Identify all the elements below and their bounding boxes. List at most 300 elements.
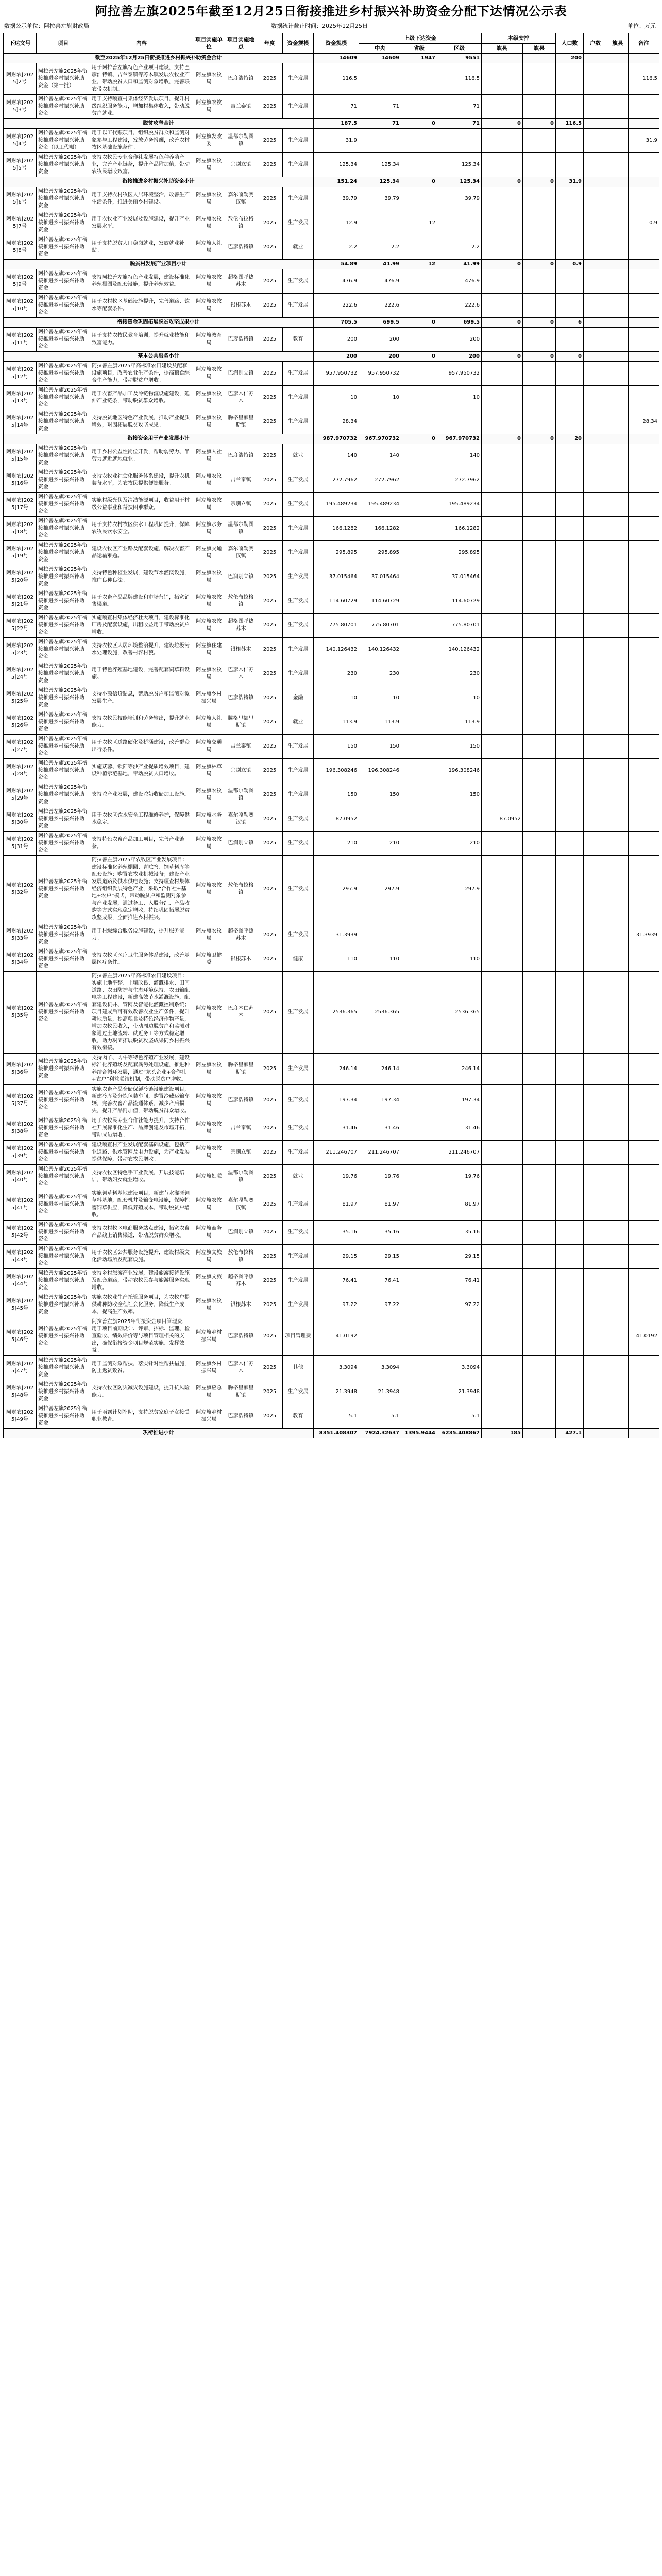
total-amount: 10 [314,386,359,410]
county-cell [607,1356,629,1380]
province-amount [401,63,437,95]
households-count [584,1269,607,1293]
county-a-amount [482,444,523,468]
people-count [556,759,584,783]
year-cell: 2025 [257,386,283,410]
implementing-place: 巴彦浩特镇 [225,444,257,468]
note-cell [629,589,659,614]
total-amount: 125.34 [314,153,359,177]
county-b-amount [523,1165,556,1189]
project-content: 用于农牧区公共服务设施提升，建设村级文化活动场所及配套设施。 [90,1245,193,1269]
implementing-unit: 阿左旗农牧局 [193,211,225,235]
col-doc: 下达文号 [4,33,37,54]
households-count [584,129,607,153]
subtotal-row [4,318,659,328]
project-content: 用于乡村公益性岗位开发，帮助弱劳力、半劳力就近就地就业。 [90,444,193,468]
county-a-amount [482,294,523,318]
year-cell: 2025 [257,1269,283,1293]
project-content: 实施农畜产品仓储保鲜冷链设施建设项目，新建冷库及分拣包装车间，购置冷藏运输车辆，完善农畜产品流通体系，减少产后损失，提升产品附加值，带动脱贫群众增收。 [90,1085,193,1116]
year-cell: 2025 [257,1317,283,1356]
province-amount: 12 [401,211,437,235]
implementing-unit: 阿左旗乡村振兴局 [193,1317,225,1356]
province-amount [401,493,437,517]
table-row [4,1054,659,1085]
implementing-place: 超格图呼热苏木 [225,614,257,638]
county-a-amount [482,686,523,710]
county-a-amount [482,269,523,294]
implementing-unit: 阿左旗农牧局 [193,468,225,493]
year-cell: 2025 [257,735,283,759]
year-cell: 2025 [257,807,283,832]
year-cell: 2025 [257,614,283,638]
doc-number: 阿财农[2025]12号 [4,362,37,386]
table-row [4,1404,659,1429]
year-cell: 2025 [257,1141,283,1165]
project-name: 阿拉善左旗2025年衔接推进乡村振兴补助资金 [37,947,90,972]
project-name: 阿拉善左旗2025年衔接推进乡村振兴补助资金 [37,735,90,759]
county-b-amount [523,63,556,95]
doc-number: 阿财农[2025]16号 [4,468,37,493]
table-row [4,614,659,638]
subtotal-row [4,352,659,362]
doc-number: 阿财农[2025]9号 [4,269,37,294]
project-name: 阿拉善左旗2025年衔接推进乡村振兴补助资金 [37,211,90,235]
subtotal-label: 巩衔推进小计 [4,1429,314,1438]
subtotal-central: 200 [359,352,401,362]
central-amount: 295.895 [359,541,401,565]
subtotal-households [584,1429,607,1438]
total-amount: 97.22 [314,1293,359,1317]
central-amount: 200 [359,328,401,352]
col-project: 项目 [37,33,90,54]
year-cell: 2025 [257,832,283,856]
project-content: 用于农村牧区基础设施提升，完善道路、饮水等配套条件。 [90,294,193,318]
people-count [556,614,584,638]
county-b-amount [523,1293,556,1317]
fund-type: 生产发展 [283,565,314,589]
subtotal-region: 6235.408867 [437,1429,482,1438]
implementing-unit: 阿左旗应急局 [193,1380,225,1404]
doc-number: 阿财农[2025]47号 [4,1356,37,1380]
project-content: 支持驼产业发展，建设驼奶收储加工设施。 [90,783,193,807]
col-county-b: 旗县 [523,43,556,54]
year-cell: 2025 [257,410,283,434]
province-amount [401,1269,437,1293]
year-cell: 2025 [257,1116,283,1141]
fund-type: 生产发展 [283,1189,314,1221]
county-b-amount [523,947,556,972]
note-cell [629,1054,659,1085]
year-cell: 2025 [257,294,283,318]
doc-number: 阿财农[2025]8号 [4,235,37,260]
subtotal-households [584,318,607,328]
implementing-place: 巴润别立镇 [225,832,257,856]
subtotal-central: 41.99 [359,260,401,269]
fund-type: 生产发展 [283,129,314,153]
year-cell: 2025 [257,1404,283,1429]
households-count [584,1054,607,1085]
implementing-unit: 阿左旗农牧局 [193,362,225,386]
fund-type: 生产发展 [283,362,314,386]
implementing-place: 巴彦木仁苏木 [225,386,257,410]
table-row [4,1221,659,1245]
people-count [556,710,584,735]
table-row [4,493,659,517]
subtotal-row [4,1429,659,1438]
year-cell: 2025 [257,95,283,119]
province-amount [401,856,437,923]
table-row [4,153,659,177]
county-cell [607,362,629,386]
county-a-amount [482,187,523,211]
year-cell: 2025 [257,129,283,153]
total-amount: 272.7962 [314,468,359,493]
doc-number: 阿财农[2025]46号 [4,1317,37,1356]
doc-number: 阿财农[2025]15号 [4,444,37,468]
total-amount: 2.2 [314,235,359,260]
doc-number: 阿财农[2025]49号 [4,1404,37,1429]
central-amount: 29.15 [359,1245,401,1269]
central-amount [359,923,401,947]
county-b-amount [523,614,556,638]
doc-number: 阿财农[2025]6号 [4,187,37,211]
note-cell [607,177,629,187]
county-b-amount [523,807,556,832]
county-a-amount [482,832,523,856]
subtotal-total: 200 [314,352,359,362]
county-a-amount [482,759,523,783]
note-cell [629,807,659,832]
project-content: 用于以工代赈项目，组织脱贫群众和监测对象参与工程建设，发放劳务报酬，改善农村牧区基础设施条件。 [90,129,193,153]
year-cell: 2025 [257,710,283,735]
county-cell [607,662,629,686]
implementing-place: 嘉尔嘎勒赛汉镇 [225,807,257,832]
county-cell [607,1189,629,1221]
implementing-unit: 阿左旗乡村振兴局 [193,686,225,710]
households-count [584,856,607,923]
central-amount: 114.60729 [359,589,401,614]
header-row [4,33,659,44]
note-cell [629,1221,659,1245]
doc-number: 阿财农[2025]45号 [4,1293,37,1317]
county-cell [607,1317,629,1356]
note-cell [629,119,659,129]
region-amount: 246.14 [437,1054,482,1085]
implementing-unit: 阿左旗农牧局 [193,565,225,589]
implementing-unit: 阿左旗文旅局 [193,1269,225,1293]
county-b-amount [523,541,556,565]
province-amount [401,1116,437,1141]
people-count [556,1116,584,1141]
implementing-place: 敖伦布拉格镇 [225,211,257,235]
subtotal-region: 71 [437,119,482,129]
table-row [4,662,659,686]
implementing-unit: 阿左旗农牧局 [193,923,225,947]
people-count [556,856,584,923]
implementing-place: 超格图呼热苏木 [225,923,257,947]
col-central: 中央 [359,43,401,54]
fund-type: 金融 [283,686,314,710]
fund-type: 生产发展 [283,856,314,923]
doc-number: 阿财农[2025]32号 [4,856,37,923]
doc-number: 阿财农[2025]22号 [4,614,37,638]
subtotal-county-b: 0 [523,318,556,328]
subtotal-region: 967.970732 [437,434,482,444]
subtotal-province: 0 [401,434,437,444]
year-cell: 2025 [257,1189,283,1221]
subtotal-county-a [482,54,523,63]
county-a-amount [482,1356,523,1380]
region-amount: 110 [437,947,482,972]
implementing-place: 宗别立镇 [225,153,257,177]
subtotal-total: 54.89 [314,260,359,269]
central-amount: 476.9 [359,269,401,294]
county-b-amount [523,1380,556,1404]
col-county: 旗县 [607,33,629,54]
subtotal-county-a: 185 [482,1429,523,1438]
people-count [556,1380,584,1404]
central-amount: 297.9 [359,856,401,923]
county-a-amount [482,710,523,735]
central-amount: 5.1 [359,1404,401,1429]
doc-number: 阿财农[2025]27号 [4,735,37,759]
people-count [556,1221,584,1245]
table-row [4,211,659,235]
subtotal-central: 967.970732 [359,434,401,444]
county-b-amount [523,1245,556,1269]
note-cell [629,856,659,923]
province-amount [401,923,437,947]
note-cell [629,638,659,662]
subtitle-bar [3,20,659,33]
county-b-amount [523,294,556,318]
region-amount: 116.5 [437,63,482,95]
cutoff-date-label: 数据统计截止时间：2025年12月25日 [271,23,368,29]
doc-number: 阿财农[2025]5号 [4,153,37,177]
implementing-place: 温都尔勒图镇 [225,517,257,541]
region-amount: 39.79 [437,187,482,211]
central-amount: 230 [359,662,401,686]
county-cell [607,517,629,541]
central-amount [359,129,401,153]
province-amount [401,638,437,662]
unit-label: 单位：万元 [627,23,656,29]
people-count [556,807,584,832]
project-name: 阿拉善左旗2025年衔接推进乡村振兴补助资金 [37,153,90,177]
fund-type: 生产发展 [283,614,314,638]
year-cell: 2025 [257,1054,283,1085]
project-content: 支持农牧业社会化服务体系建设，提升农机装备水平，为农牧民提供便捷服务。 [90,468,193,493]
project-content: 用于农牧区道路硬化及桥涵建设，改善群众出行条件。 [90,735,193,759]
subtotal-central: 14609 [359,54,401,63]
col-region: 区级 [437,43,482,54]
county-a-amount [482,1221,523,1245]
implementing-unit: 阿左旗农牧局 [193,63,225,95]
table-row [4,294,659,318]
doc-number: 阿财农[2025]19号 [4,541,37,565]
project-content: 支持农牧区防灾减灾设施建设，提升抗风险能力。 [90,1380,193,1404]
central-amount: 71 [359,95,401,119]
implementing-place: 宗别立镇 [225,493,257,517]
project-name: 阿拉善左旗2025年衔接推进乡村振兴补助资金 [37,1085,90,1116]
doc-number: 阿财农[2025]44号 [4,1269,37,1293]
households-count [584,1221,607,1245]
central-amount [359,807,401,832]
county-cell [607,923,629,947]
county-cell [607,1380,629,1404]
people-count [556,129,584,153]
fund-type: 生产发展 [283,1116,314,1141]
fund-type: 教育 [283,328,314,352]
subtotal-label: 衔接推进乡村振兴补助资金小计 [4,177,314,187]
county-b-amount [523,269,556,294]
households-count [584,493,607,517]
subtotal-province: 0 [401,318,437,328]
county-cell [607,614,629,638]
total-amount: 39.79 [314,187,359,211]
people-count [556,269,584,294]
implementing-place: 巴彦木仁苏木 [225,1356,257,1380]
total-amount: 12.9 [314,211,359,235]
table-row [4,1141,659,1165]
note-cell: 0.9 [629,211,659,235]
region-amount: 957.950732 [437,362,482,386]
people-count [556,386,584,410]
subtotal-households [584,177,607,187]
project-name: 阿拉善左旗2025年衔接推进乡村振兴补助资金 [37,1141,90,1165]
table-row [4,269,659,294]
county-cell [607,493,629,517]
fund-type: 健康 [283,947,314,972]
project-name: 阿拉善左旗2025年衔接推进乡村振兴补助资金 [37,589,90,614]
project-name: 阿拉善左旗2025年衔接推进乡村振兴补助资金 [37,468,90,493]
county-a-amount [482,211,523,235]
central-amount: 97.22 [359,1293,401,1317]
fund-type: 生产发展 [283,1380,314,1404]
total-amount: 166.1282 [314,517,359,541]
table-row [4,468,659,493]
subtotal-province: 1395.9444 [401,1429,437,1438]
people-count [556,947,584,972]
note-cell [629,386,659,410]
note-cell: 31.9 [629,129,659,153]
total-amount: 3.3094 [314,1356,359,1380]
project-name: 阿拉善左旗2025年衔接推进乡村振兴补助资金 [37,923,90,947]
region-amount [437,410,482,434]
project-content: 支持小额信贷贴息，帮助脱贫户和监测对象发展生产。 [90,686,193,710]
project-name: 阿拉善左旗2025年衔接推进乡村振兴补助资金 [37,541,90,565]
project-name: 阿拉善左旗2025年衔接推进乡村振兴补助资金 [37,686,90,710]
year-cell: 2025 [257,1085,283,1116]
implementing-unit: 阿左旗农牧局 [193,1054,225,1085]
project-content: 支持农牧区人居环境整治提升，建设垃圾污水处理设施，改善村容村貌。 [90,638,193,662]
central-amount: 195.489234 [359,493,401,517]
subtotal-households [584,352,607,362]
subtotal-total: 705.5 [314,318,359,328]
fund-type: 就业 [283,444,314,468]
project-content: 支持阿拉善左旗特色产业发展，建设标准化养殖棚圈及配套设施，提升养殖效益。 [90,269,193,294]
central-amount: 81.97 [359,1189,401,1221]
households-count [584,807,607,832]
doc-number: 阿财农[2025]13号 [4,386,37,410]
subtotal-people: 116.5 [556,119,584,129]
year-cell: 2025 [257,444,283,468]
total-amount: 5.1 [314,1404,359,1429]
people-count [556,541,584,565]
project-name: 阿拉善左旗2025年衔接推进乡村振兴补助资金 [37,410,90,434]
region-amount: 2.2 [437,235,482,260]
county-a-amount [482,1245,523,1269]
fund-type: 就业 [283,1165,314,1189]
region-amount: 140.126432 [437,638,482,662]
county-b-amount [523,153,556,177]
county-cell [607,1054,629,1085]
region-amount: 2536.365 [437,972,482,1054]
region-amount: 476.9 [437,269,482,294]
region-amount [437,211,482,235]
year-cell: 2025 [257,269,283,294]
people-count [556,468,584,493]
people-count [556,972,584,1054]
region-amount [437,807,482,832]
central-amount: 125.34 [359,153,401,177]
county-cell [607,947,629,972]
subtotal-province: 0 [401,119,437,129]
subtotal-people: 20 [556,434,584,444]
total-amount: 297.9 [314,856,359,923]
implementing-unit: 阿左旗农牧局 [193,1189,225,1221]
county-b-amount [523,686,556,710]
fund-type: 就业 [283,710,314,735]
county-cell [607,1141,629,1165]
fund-type: 生产发展 [283,95,314,119]
central-amount: 775.80701 [359,614,401,638]
region-amount: 113.9 [437,710,482,735]
project-name: 阿拉善左旗2025年衔接推进乡村振兴补助资金 [37,1293,90,1317]
implementing-unit: 阿左旗水务局 [193,807,225,832]
people-count [556,662,584,686]
project-name: 阿拉善左旗2025年衔接推进乡村振兴补助资金 [37,662,90,686]
project-content: 阿拉善左旗2025年衔接资金项目管理费，用于项目前期设计、评审、招标、监理、检查验收、绩效评价等与项目管理相关的支出，确保衔接资金项目规范实施、发挥效益。 [90,1317,193,1356]
households-count [584,328,607,352]
table-row [4,1189,659,1221]
households-count [584,759,607,783]
people-count [556,444,584,468]
central-amount: 150 [359,735,401,759]
implementing-unit: 阿左旗农牧局 [193,410,225,434]
note-cell: 31.3939 [629,923,659,947]
county-cell [607,153,629,177]
implementing-unit: 阿左旗农牧局 [193,1293,225,1317]
note-cell [607,119,629,129]
note-cell [629,1356,659,1380]
county-cell [607,235,629,260]
households-count [584,972,607,1054]
doc-number: 阿财农[2025]2号 [4,63,37,95]
county-a-amount [482,1380,523,1404]
col-total: 资金规模 [314,33,359,54]
central-amount: 39.79 [359,187,401,211]
households-count [584,211,607,235]
central-amount: 3.3094 [359,1356,401,1380]
people-count [556,638,584,662]
total-amount: 10 [314,686,359,710]
households-count [584,1189,607,1221]
project-name: 阿拉善左旗2025年衔接推进乡村振兴补助资金 [37,269,90,294]
subtotal-region: 699.5 [437,318,482,328]
fund-type: 生产发展 [283,923,314,947]
central-amount: 272.7962 [359,468,401,493]
